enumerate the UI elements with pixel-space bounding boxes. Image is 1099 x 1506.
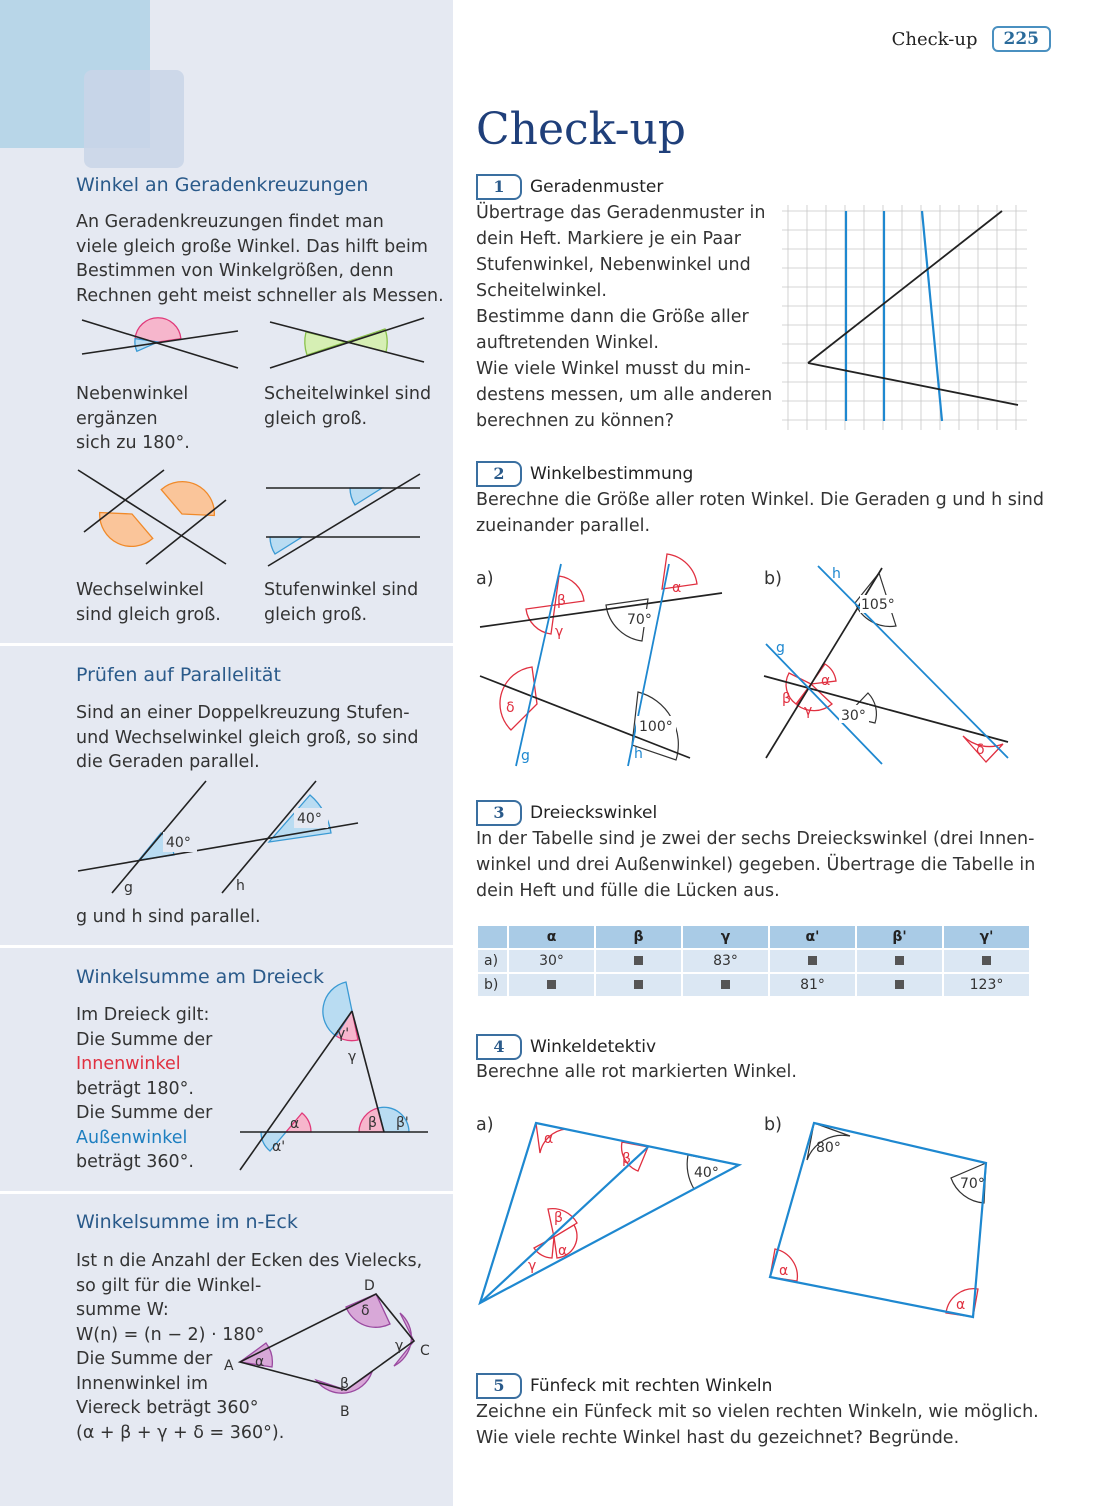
angle-label: β' <box>396 1115 409 1131</box>
sidebar <box>0 0 453 1506</box>
blank-square <box>634 956 643 965</box>
decor-square <box>84 70 184 168</box>
section-heading: Prüfen auf Parallelität <box>76 664 281 686</box>
figure-4a <box>476 1115 746 1310</box>
caption-wechselwinkel: Wechselwinkel sind gleich groß. <box>76 580 221 625</box>
angle-label: α <box>544 1131 554 1147</box>
page-header <box>892 26 1051 52</box>
blank-square <box>808 956 817 965</box>
line-label: h <box>832 566 841 582</box>
angle-label: α <box>956 1297 966 1313</box>
page-title: Check-up <box>476 104 686 155</box>
task-3-text: In der Tabelle sind je zwei der sechs Dreieckswinkel (drei Innen- winkel und drei Außenwinkel) gegeben. Übertrage die Tabelle in dein Heft und fülle die Lücken aus. <box>476 829 1036 901</box>
task-title: Winkelbestimmung <box>530 464 694 484</box>
caption-nebenwinkel: Nebenwinkel ergänzen sich zu 180°. <box>76 384 190 453</box>
subtask-label: b) <box>764 1115 782 1135</box>
caption-stufenwinkel: Stufenwinkel sind gleich groß. <box>264 580 419 625</box>
subtask-label: a) <box>476 569 494 589</box>
divider <box>0 945 453 948</box>
vertex-label: B <box>340 1404 350 1420</box>
angle-label: γ <box>395 1338 404 1354</box>
angle-label: 70° <box>960 1176 985 1192</box>
table-header-row: α β γ α' β' γ' <box>478 926 1029 948</box>
figure-quadrilateral <box>220 1270 440 1420</box>
caption-parallel: g und h sind parallel. <box>76 907 261 927</box>
task-title: Dreieckswinkel <box>530 803 658 823</box>
task-1-text: Übertrage das Geradenmuster in dein Heft. Markiere je ein Paar Stufenwinkel, Nebenwinkel und Scheitelwinkel. Bestimme dann die Größe aller auftretenden Winkel. Wie viele Winkel musst du min- destens messen, um alle anderen berechnen zu können? <box>476 203 773 431</box>
angle-label: δ <box>361 1303 370 1319</box>
task-5-text: Zeichne ein Fünfeck mit so vielen rechten Winkeln, wie möglich. Wie viele rechte Winkel hast du gezeichnet? Begründe. <box>476 1402 1039 1448</box>
task-2-heading <box>476 461 693 487</box>
line-label: g <box>124 880 133 896</box>
figure-parallel <box>76 776 366 901</box>
blank-square <box>721 980 730 989</box>
section-text: Sind an einer Doppelkreuzung Stufen- und Wechselwinkel gleich groß, so sind die Geraden parallel. <box>76 703 419 772</box>
blank-square <box>895 980 904 989</box>
angle-label: β <box>340 1376 349 1392</box>
section-text: Ist n die Anzahl der Ecken des Vielecks, so gilt für die Winkel- summe W: W(n) = (n − 2) · 180° Die Summe der Innenwinkel im Viereck beträgt 360° (α + β + γ + δ = 360°). <box>76 1251 423 1443</box>
blank-square <box>982 956 991 965</box>
figure-line-pattern <box>782 205 1027 430</box>
angle-table <box>476 924 1031 998</box>
section-heading: Winkelsumme im n-Eck <box>76 1211 298 1233</box>
angle-label: β <box>622 1151 631 1167</box>
figure-scheitelwinkel <box>264 312 434 382</box>
subtask-label: a) <box>476 1115 494 1135</box>
angle-label: 40° <box>297 811 322 827</box>
angle-label: 40° <box>166 835 191 851</box>
angle-label: α <box>255 1354 265 1370</box>
line-label: g <box>521 748 530 764</box>
vertex-label: C <box>420 1343 430 1359</box>
task-number: 3 <box>476 800 522 826</box>
task-number: 1 <box>476 174 522 200</box>
line-label: h <box>236 878 245 894</box>
task-title: Geradenmuster <box>530 177 664 197</box>
angle-label: β <box>368 1115 377 1131</box>
angle-label: α <box>558 1243 568 1259</box>
divider <box>0 643 453 646</box>
divider <box>0 1191 453 1194</box>
figure-triangle <box>238 1005 433 1175</box>
task-number: 5 <box>476 1373 522 1399</box>
angle-label: α' <box>272 1139 286 1155</box>
angle-label: β <box>554 1210 563 1226</box>
section-text: An Geradenkreuzungen findet man viele gleich große Winkel. Das hilft beim Bestimmen von Winkelgrößen, denn Rechnen geht meist schneller als Messen. <box>76 212 444 306</box>
angle-label: γ <box>528 1258 537 1274</box>
page-number: 225 <box>992 26 1052 52</box>
task-number: 4 <box>476 1034 522 1060</box>
section-text: Im Dreieck gilt: Die Summe der Innenwinkel beträgt 180°. Die Summe der Außenwinkel beträgt 360°. <box>76 1005 213 1172</box>
figure-2a <box>476 560 726 770</box>
task-title: Fünfeck mit rechten Winkeln <box>530 1376 773 1396</box>
figure-wechselwinkel <box>76 466 246 570</box>
subtask-label: b) <box>764 569 782 589</box>
angle-label: γ' <box>337 1026 350 1042</box>
vertex-label: D <box>364 1278 375 1294</box>
table-row: a) 30° 83° <box>478 950 1029 972</box>
line-label: g <box>776 640 785 656</box>
task-4-text: Berechne alle rot markierten Winkel. <box>476 1062 797 1082</box>
angle-label: γ <box>348 1049 357 1065</box>
angle-label: 105° <box>861 597 895 613</box>
angle-label: 70° <box>627 612 652 628</box>
angle-label: α <box>779 1263 789 1279</box>
figure-stufenwinkel <box>264 470 434 570</box>
section-heading: Winkel an Geradenkreuzungen <box>76 174 369 196</box>
angle-label: 80° <box>816 1140 841 1156</box>
angle-label: γ <box>555 624 564 640</box>
angle-label: γ <box>804 703 813 719</box>
blank-square <box>895 956 904 965</box>
figure-2b <box>760 560 1020 775</box>
task-number: 2 <box>476 461 522 487</box>
vertex-label: A <box>224 1358 234 1374</box>
angle-label: α <box>290 1116 300 1132</box>
table-row: b) 81° 123° <box>478 974 1029 996</box>
task-2-text: Berechne die Größe aller roten Winkel. Die Geraden g und h sind zueinander parallel. <box>476 490 1044 536</box>
angle-label: δ <box>976 742 985 758</box>
angle-label: α <box>821 673 831 689</box>
angle-label: 40° <box>694 1165 719 1181</box>
angle-label: α <box>672 580 682 596</box>
figure-4b <box>764 1115 994 1325</box>
blank-square <box>634 980 643 989</box>
term-innenwinkel: Innenwinkel <box>76 1054 181 1074</box>
line-label: h <box>634 746 643 762</box>
task-3-heading <box>476 800 657 826</box>
task-5-heading <box>476 1373 772 1399</box>
task-1-heading <box>476 174 663 200</box>
header-section: Check-up <box>891 28 978 50</box>
angle-label: β <box>557 593 566 609</box>
term-aussenwinkel: Außenwinkel <box>76 1127 188 1148</box>
caption-scheitelwinkel: Scheitelwinkel sind gleich groß. <box>264 384 432 429</box>
figure-nebenwinkel <box>76 312 246 382</box>
angle-label: 30° <box>841 708 866 724</box>
blank-square <box>547 980 556 989</box>
section-heading: Winkelsumme am Dreieck <box>76 966 324 988</box>
angle-label: 100° <box>639 719 673 735</box>
angle-label: β <box>782 691 791 707</box>
task-title: Winkeldetektiv <box>530 1037 657 1057</box>
task-4-heading <box>476 1034 656 1060</box>
angle-label: δ <box>506 700 515 716</box>
